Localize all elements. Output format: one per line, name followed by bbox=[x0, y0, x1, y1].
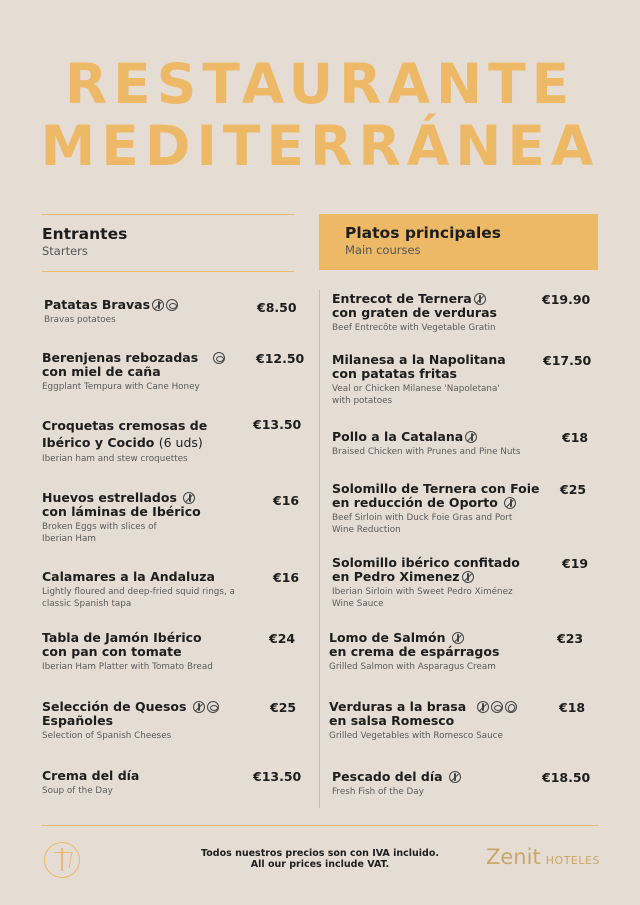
gluten-icon bbox=[449, 771, 461, 783]
starters-title: Entrantes bbox=[42, 225, 128, 243]
gluten-icon bbox=[474, 293, 486, 305]
column-divider bbox=[319, 290, 320, 808]
gluten-icon bbox=[152, 299, 164, 311]
vat-note: Todos nuestros precios son con IVA incluido. All our prices include VAT. bbox=[201, 848, 439, 870]
mains-header bbox=[319, 214, 598, 270]
menu-item bbox=[42, 417, 207, 465]
menu-item bbox=[332, 292, 497, 334]
mains-title: Platos principales bbox=[345, 224, 502, 242]
item-name: Verduras a la brasa en salsa Romesco bbox=[329, 700, 517, 728]
zenit-hoteles-logo: Zenit HOTELES bbox=[486, 845, 600, 869]
restaurant-title-line1: RESTAURANTE bbox=[64, 52, 576, 116]
item-price: €25 bbox=[560, 482, 587, 497]
fish-icon bbox=[207, 701, 219, 713]
menu-item bbox=[44, 298, 178, 326]
item-name: Solomillo de Ternera con Foie en reducción de Oporto bbox=[332, 481, 540, 510]
item-price: €12.50 bbox=[256, 351, 305, 366]
item-description: Lightly floured and deep-fried squid rings, a classic Spanish tapa bbox=[42, 587, 235, 609]
item-description: Veal or Chicken Milanese 'Napoletana' with potatoes bbox=[332, 384, 500, 406]
mains-subtitle: Main courses bbox=[345, 243, 421, 257]
item-description: Braised Chicken with Prunes and Pine Nuts bbox=[332, 447, 521, 457]
menu-item bbox=[42, 491, 201, 545]
gluten-icon bbox=[504, 497, 516, 509]
item-name: Lomo de Salmón en crema de espárragos bbox=[329, 630, 500, 659]
restaurant-title-line2: MEDITERRÁNEA bbox=[40, 114, 600, 178]
item-description: Soup of the Day bbox=[42, 786, 113, 796]
item-description: Broken Eggs with slices of Iberian Ham bbox=[42, 522, 157, 544]
item-price: €24 bbox=[269, 631, 296, 646]
item-price: €8.50 bbox=[257, 300, 297, 315]
item-name: Entrecot de Ternera con graten de verduras bbox=[332, 291, 497, 320]
item-price: €19.90 bbox=[542, 292, 591, 307]
item-name: Solomillo ibérico confitado en Pedro Ximenez bbox=[332, 555, 520, 584]
item-description: Grilled Vegetables with Romesco Sauce bbox=[329, 731, 503, 741]
item-description: Eggplant Tempura with Cane Honey bbox=[42, 382, 200, 392]
footer-divider bbox=[42, 825, 598, 826]
item-price: €18 bbox=[559, 700, 586, 715]
menu-item bbox=[332, 482, 540, 536]
gluten-icon bbox=[477, 701, 489, 713]
menu-item bbox=[329, 700, 517, 742]
menu-item bbox=[332, 430, 520, 458]
item-name: Selección de Quesos Españoles bbox=[42, 700, 219, 728]
item-price: €25 bbox=[270, 700, 297, 715]
starters-header bbox=[42, 214, 294, 272]
item-price: €23 bbox=[557, 631, 584, 646]
item-price: €17.50 bbox=[543, 353, 592, 368]
gluten-icon bbox=[452, 632, 464, 644]
item-price: €13.50 bbox=[253, 769, 302, 784]
menu-item bbox=[42, 700, 219, 742]
item-name: Berenjenas rebozadas con miel de caña bbox=[42, 351, 225, 379]
item-name: Croquetas cremosas de Ibérico y Cocido (6 uds) bbox=[42, 418, 208, 450]
item-description: Selection of Spanish Cheeses bbox=[42, 731, 172, 741]
menu-item bbox=[42, 769, 139, 797]
item-price: €16 bbox=[273, 570, 300, 585]
menu-item bbox=[329, 631, 499, 673]
item-description: Iberian Sirloin with Sweet Pedro Ximénez Wine Sauce bbox=[332, 587, 513, 609]
item-description: Beef Entrecôte with Vegetable Gratin bbox=[332, 323, 496, 333]
menu-item bbox=[332, 556, 520, 610]
item-name: Patatas Bravas bbox=[44, 298, 178, 312]
item-price: €16 bbox=[273, 493, 300, 508]
nut-icon bbox=[505, 701, 517, 713]
gluten-icon bbox=[183, 492, 195, 504]
gluten-icon bbox=[193, 701, 205, 713]
item-price: €13.50 bbox=[253, 417, 302, 432]
item-description: Iberian Ham Platter with Tomato Bread bbox=[42, 662, 213, 672]
menu-item bbox=[42, 631, 213, 673]
gluten-icon bbox=[465, 431, 477, 443]
item-price: €19 bbox=[562, 556, 589, 571]
menu-item bbox=[332, 770, 461, 798]
item-description: Grilled Salmon with Asparagus Cream bbox=[329, 662, 496, 672]
item-description: Beef Sirloin with Duck Foie Gras and Port Wine Reduction bbox=[332, 513, 513, 535]
rm-monogram-logo bbox=[44, 842, 80, 878]
item-description: Bravas potatoes bbox=[44, 315, 116, 325]
item-name: Pescado del día bbox=[332, 770, 461, 784]
item-name: Pollo a la Catalana bbox=[332, 430, 520, 444]
fish-icon bbox=[166, 299, 178, 311]
item-name: Tabla de Jamón Ibérico con pan con tomate bbox=[42, 630, 202, 659]
item-description: Iberian ham and stew croquettes bbox=[42, 454, 188, 464]
fish-icon bbox=[213, 352, 225, 364]
item-name: Huevos estrellados con láminas de Ibérico bbox=[42, 490, 201, 519]
item-price: €18.50 bbox=[542, 770, 591, 785]
starters-subtitle: Starters bbox=[42, 244, 88, 258]
item-name: Milanesa a la Napolitana con patatas fritas bbox=[332, 352, 506, 381]
fish-icon bbox=[491, 701, 503, 713]
item-name: Crema del día bbox=[42, 768, 140, 783]
item-description: Fresh Fish of the Day bbox=[332, 787, 424, 797]
menu-item bbox=[42, 570, 235, 610]
item-name: Calamares a la Andaluza bbox=[42, 569, 215, 584]
menu-item bbox=[42, 351, 225, 393]
item-price: €18 bbox=[562, 430, 589, 445]
menu-item bbox=[332, 353, 506, 407]
gluten-icon bbox=[462, 571, 474, 583]
